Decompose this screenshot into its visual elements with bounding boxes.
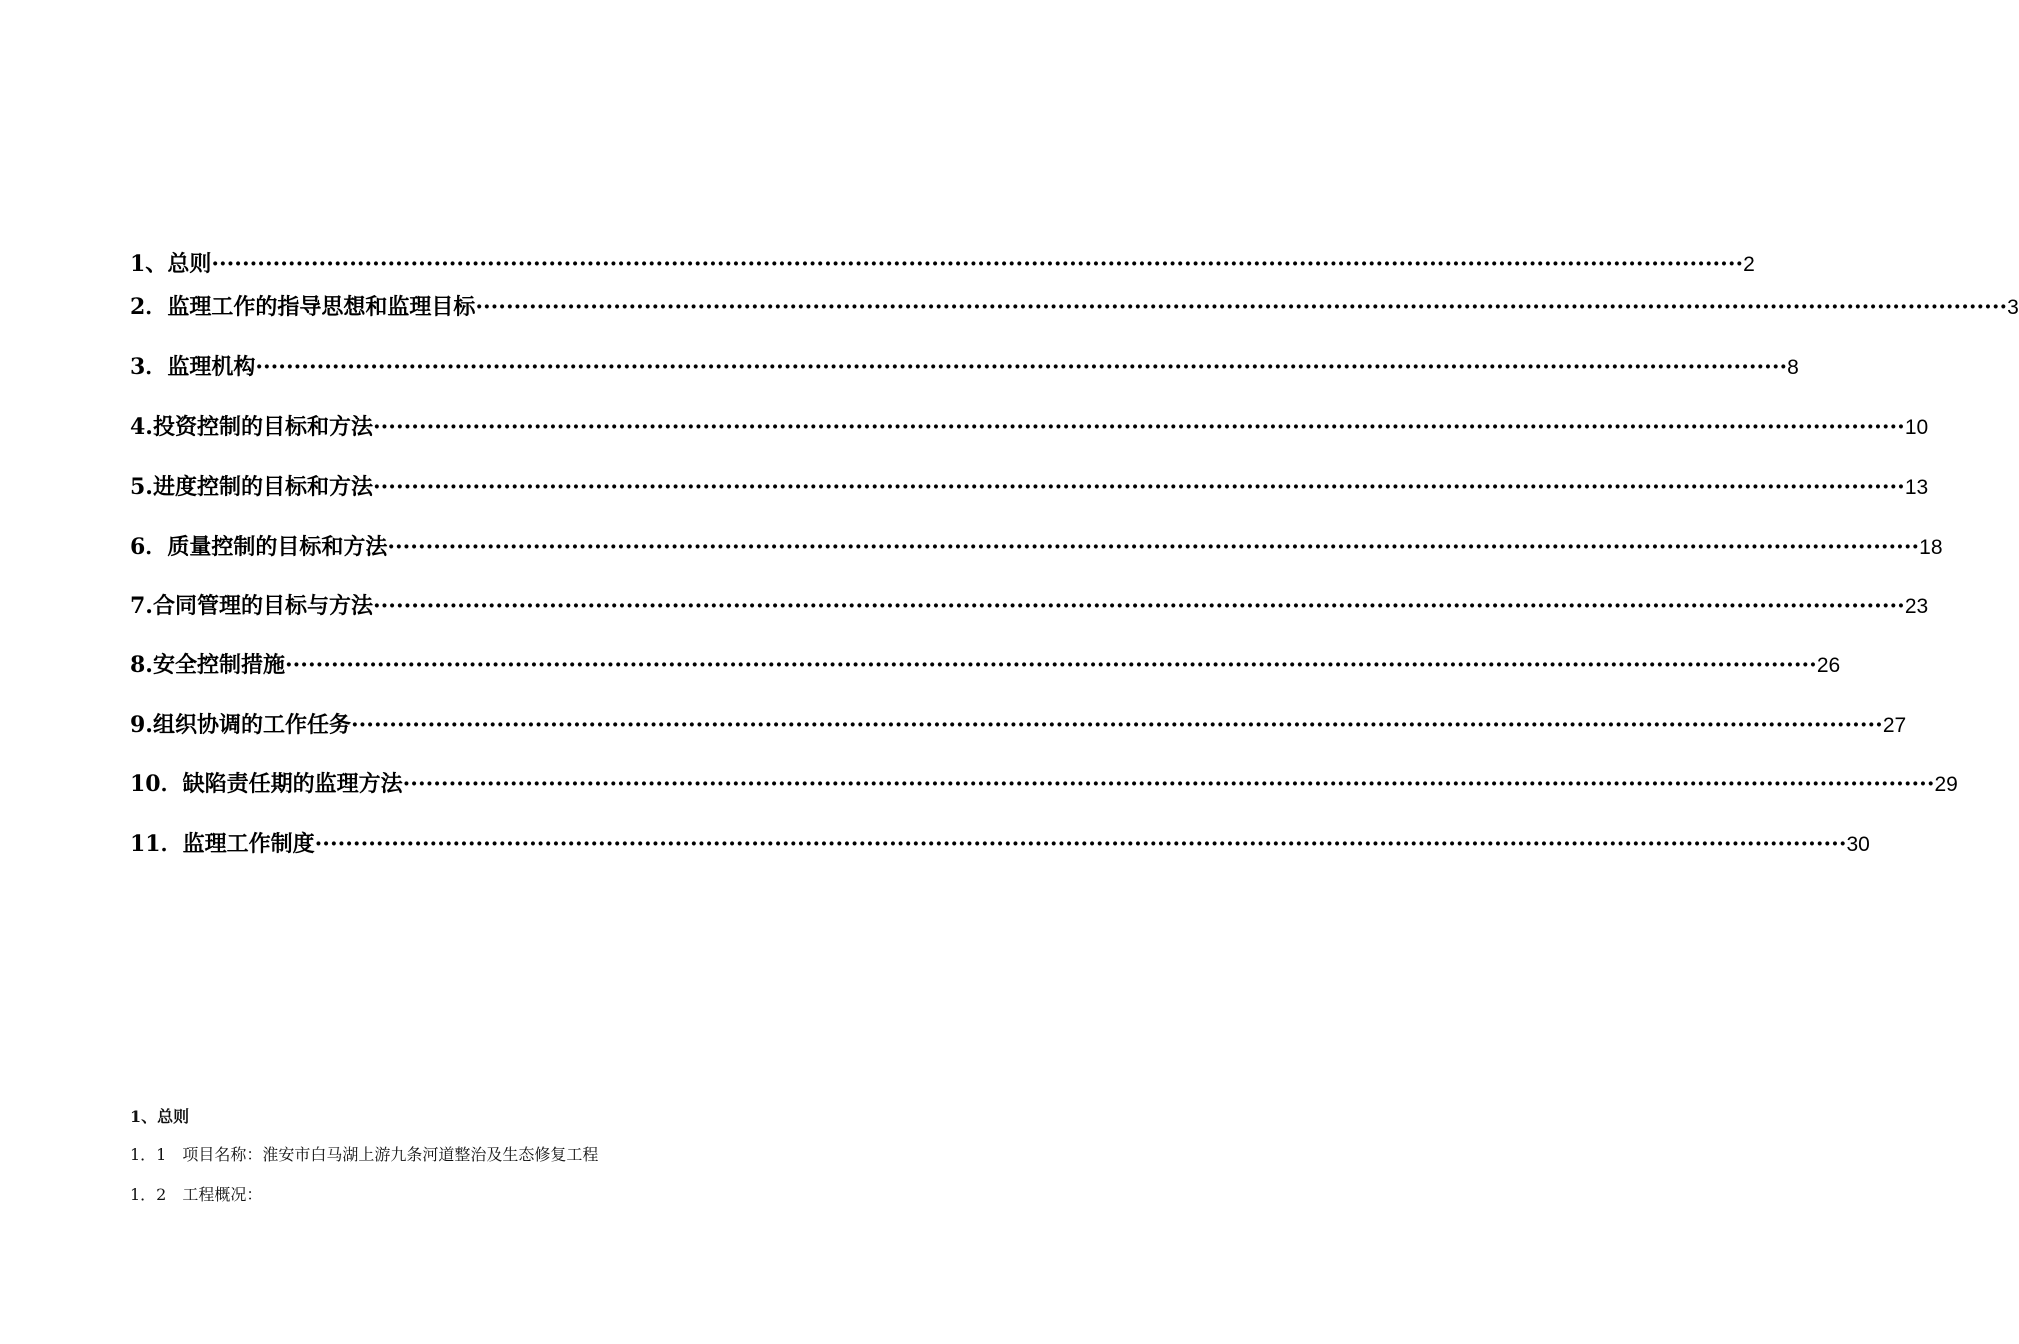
toc-entry-number: 4. [130, 414, 153, 440]
toc-entry-page: 18 [1919, 536, 1943, 559]
toc-leader-dots: ········································································································································································································ [372, 593, 1905, 619]
toc-entry-title: 组织协调的工作任务 [152, 712, 351, 738]
toc-entry-number: 10． [130, 771, 183, 797]
toc-entry[interactable] [130, 350, 1799, 380]
toc-entry-title: 缺陷责任期的监理方法 [182, 771, 403, 797]
toc-entry-page: 3 [2007, 296, 2019, 319]
toc-entry-title: 合同管理的目标与方法 [152, 593, 373, 619]
project-name-line: 1．1 项目名称：淮安市白马湖上游九条河道整治及生态修复工程 [130, 1145, 599, 1164]
toc-entry-number: 6． [130, 534, 168, 560]
project-overview-line: 1．2 工程概况： [130, 1185, 263, 1204]
toc-leader-dots: ········································································································································································································ [402, 771, 1935, 797]
toc-entry[interactable] [130, 530, 1943, 560]
toc-entry[interactable] [130, 648, 1841, 678]
toc-entry-page: 26 [1816, 654, 1841, 677]
toc-entry[interactable] [130, 290, 2019, 320]
toc-entry-page: 8 [1787, 356, 1799, 379]
toc-entry-number: 9. [130, 712, 153, 738]
toc-leader-dots: ········································································································································································································ [314, 831, 1847, 857]
toc-entry[interactable] [130, 767, 1958, 797]
toc-leader-dots: ········································································································································································································ [387, 534, 1920, 560]
toc-leader-dots: ········································································································································································································ [211, 251, 1744, 277]
toc-entry[interactable] [130, 708, 1907, 738]
toc-entry-title: 监理机构 [167, 354, 256, 380]
toc-leader-dots: ········································································································································································································ [255, 354, 1788, 380]
toc-entry-page: 27 [1882, 714, 1907, 737]
toc-entry-page: 10 [1904, 416, 1929, 439]
toc-entry-page: 23 [1904, 595, 1929, 618]
toc-entry-title: 安全控制措施 [152, 652, 285, 678]
toc-entry-title: 投资控制的目标和方法 [152, 414, 373, 440]
toc-leader-dots: ········································································································································································································ [372, 414, 1905, 440]
toc-leader-dots: ········································································································································································································ [475, 294, 2008, 320]
toc-entry-number: 11． [130, 831, 183, 857]
toc-entry-number: 7. [130, 593, 153, 619]
toc-entry-number: 5. [130, 474, 153, 500]
toc-entry-title: 质量控制的目标和方法 [167, 534, 388, 560]
toc-entry-title: 监理工作制度 [182, 831, 315, 857]
toc-entry[interactable] [130, 410, 1929, 440]
toc-entry-title: 监理工作的指导思想和监理目标 [167, 294, 476, 320]
toc-entry[interactable] [130, 589, 1929, 619]
toc-entry-page: 2 [1743, 253, 1755, 276]
toc-entry-title: 总则 [167, 251, 212, 277]
toc-entry-number: 8. [130, 652, 153, 678]
toc-entry-title: 进度控制的目标和方法 [152, 474, 373, 500]
toc-entry-number: 2． [130, 294, 168, 320]
toc-leader-dots: ········································································································································································································ [372, 474, 1905, 500]
toc-entry-number: 3． [130, 354, 168, 380]
toc-entry-page: 30 [1846, 833, 1870, 856]
toc-entry-page: 29 [1934, 773, 1958, 796]
section-heading: 1、总则 [130, 1107, 190, 1126]
toc-entry-number: 1、 [130, 251, 168, 277]
toc-entry[interactable] [130, 827, 1870, 857]
toc-entry-page: 13 [1904, 476, 1929, 499]
toc-leader-dots: ········································································································································································································ [284, 652, 1817, 678]
toc-entry[interactable] [130, 470, 1929, 500]
toc-leader-dots: ········································································································································································································ [350, 712, 1883, 738]
toc-entry[interactable] [130, 247, 1755, 277]
